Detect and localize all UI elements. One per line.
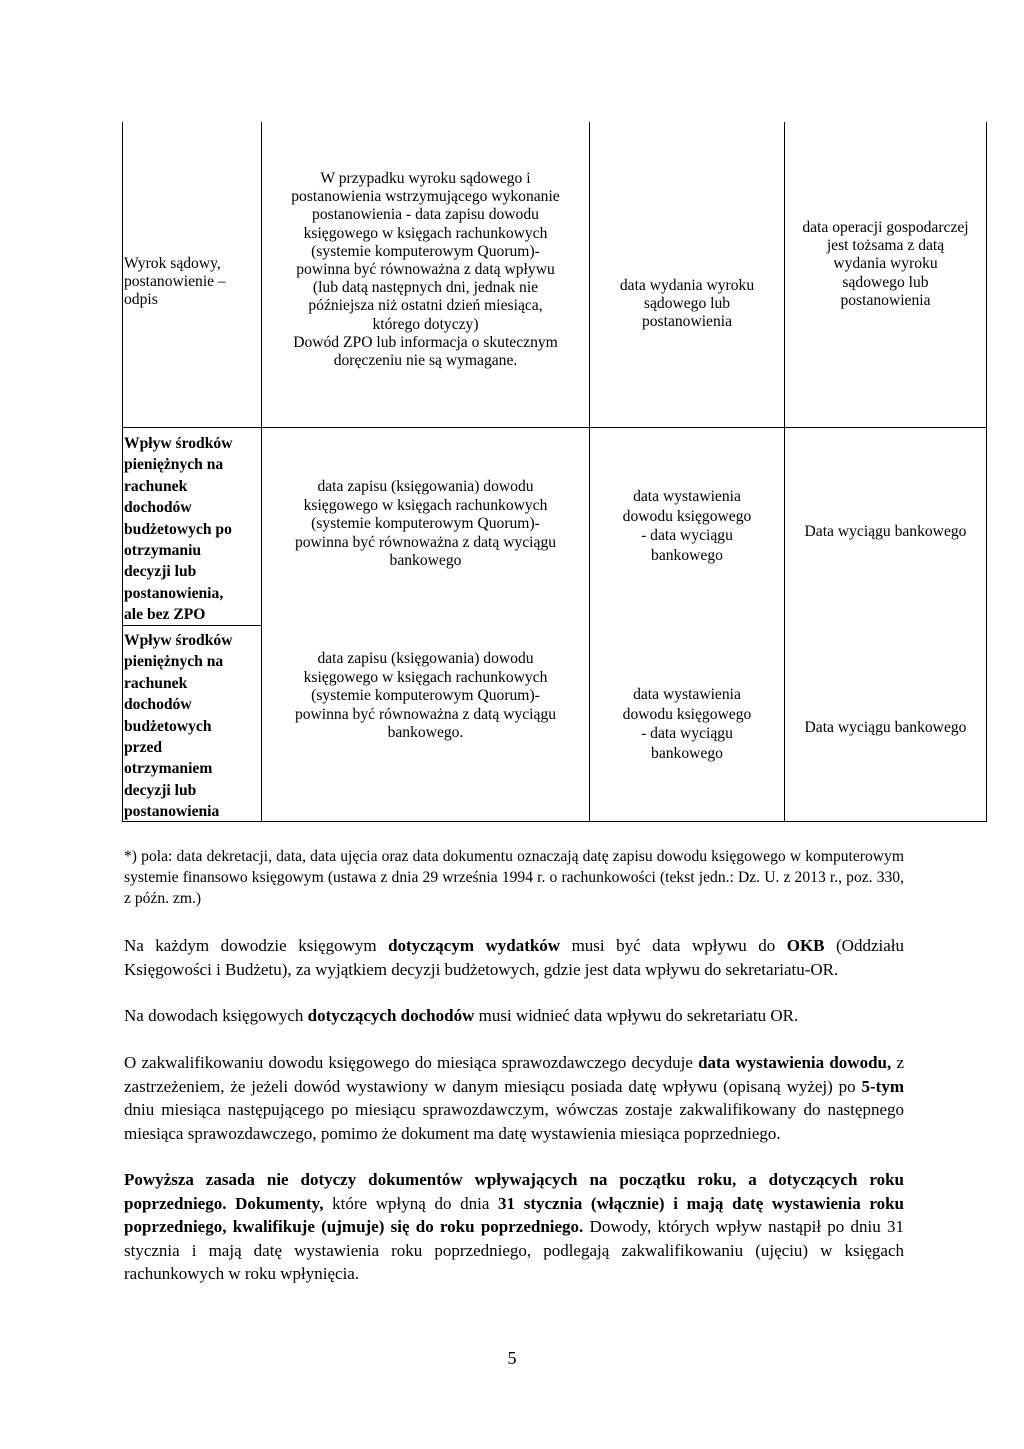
row1-col1: Wyrok sądowy, postanowienie – odpis	[124, 255, 226, 309]
row2-col4: Data wyciągu bankowego	[804, 523, 967, 540]
row1-col3: data wydania wyroku sądowego lub postanowienia	[619, 277, 755, 331]
paragraph-kwalifikacja: O zakwalifikowaniu dowodu księgowego do miesiąca sprawozdawczego decyduje data wystawienia dowodu, z zastrzeżeniem, że jeżeli dowód wystawiony w danym miesiącu posiada datę wpływu (opisaną wyżej) po 5-tym dniu miesiąca następującego po miesiącu sprawozdawczym, wówczas zostaje zakwalifikowany do następnego miesiąca sprawozdawczego, pomimo że dokument ma datę wystawienia miesiąca poprzedniego.	[124, 1053, 904, 1143]
paragraph-wydatki: Na każdym dowodzie księgowym dotyczącym wydatków musi być data wpływu do OKB (Oddziału Księgowości i Budżetu), za wyjątkiem decyzji budżetowych, gdzie jest data wpływu do sekretariatu-OR.	[124, 936, 904, 979]
row1-col4: data operacji gospodarczej jest tożsama z datą wydania wyroku sądowego lub postanowienia	[802, 219, 969, 309]
page-number: 5	[507, 1348, 517, 1368]
row2-col2: data zapisu (księgowania) dowodu księgowego w księgach rachunkowych (systemie komputerowym Quorum)- powinna być równoważna z datą wyciągu bankowego	[294, 478, 557, 570]
row3-col2: data zapisu (księgowania) dowodu księgowego w księgach rachunkowych (systemie komputerowym Quorum)- powinna być równoważna z datą wyciągu bankowego.	[294, 650, 557, 742]
row2-col3: data wystawienia dowodu księgowego - data wyciągu bankowego	[622, 488, 752, 564]
row3-col3: data wystawienia dowodu księgowego - data wyciągu bankowego	[622, 686, 752, 762]
row2-col1: Wpływ środków pieniężnych na rachunek dochodów budżetowych po otrzymaniu decyzji lub postanowienia, ale bez ZPO	[124, 435, 233, 624]
row1-col2: W przypadku wyroku sądowego i postanowienia wstrzymującego wykonanie postanowienia - data zapisu dowodu księgowego w księgach rachunkowych (systemie komputerowym Quorum)- powinna być równoważna z datą wpływu (lub datą następnych dni, jednak nie późniejsza niż ostatni dzień miesiąca, którego dotyczy) Dowód ZPO lub informacja o skutecznym doręczeniu nie są wymagane.	[291, 170, 560, 370]
row3-col4: Data wyciągu bankowego	[804, 719, 967, 736]
row3-col1: Wpływ środków pieniężnych na rachunek dochodów budżetowych przed otrzymaniem decyzji lub postanowienia	[124, 632, 233, 821]
paragraph-dochody: Na dowodach księgowych dotyczących dochodów musi widnieć data wpływu do sekretariatu OR.	[124, 1006, 799, 1025]
footnote: *) pola: data dekretacji, data, data ujęcia oraz data dokumentu oznaczają datę zapisu dowodu księgowego w komputerowym systemie finansowo księgowym (ustawa z dnia 29 września 1994 r. o rachunkowości (tekst jedn.: Dz. U. z 2013 r., poz. 330, z późn. zm.)	[124, 848, 904, 907]
paragraph-poczatek-roku: Powyższa zasada nie dotyczy dokumentów wpływających na początku roku, a dotyczących roku poprzedniego. Dokumenty, które wpłyną do dnia 31 stycznia (włącznie) i mają datę wystawienia roku poprzedniego, kwalifikuje (ujmuje) się do roku poprzedniego. Dowody, których wpływ nastąpił po dniu 31 stycznia i mają datę wystawienia roku poprzedniego, podlegają zakwalifikowaniu (ujęciu) w księgach rachunkowych w roku wpłynięcia.	[124, 1170, 905, 1283]
